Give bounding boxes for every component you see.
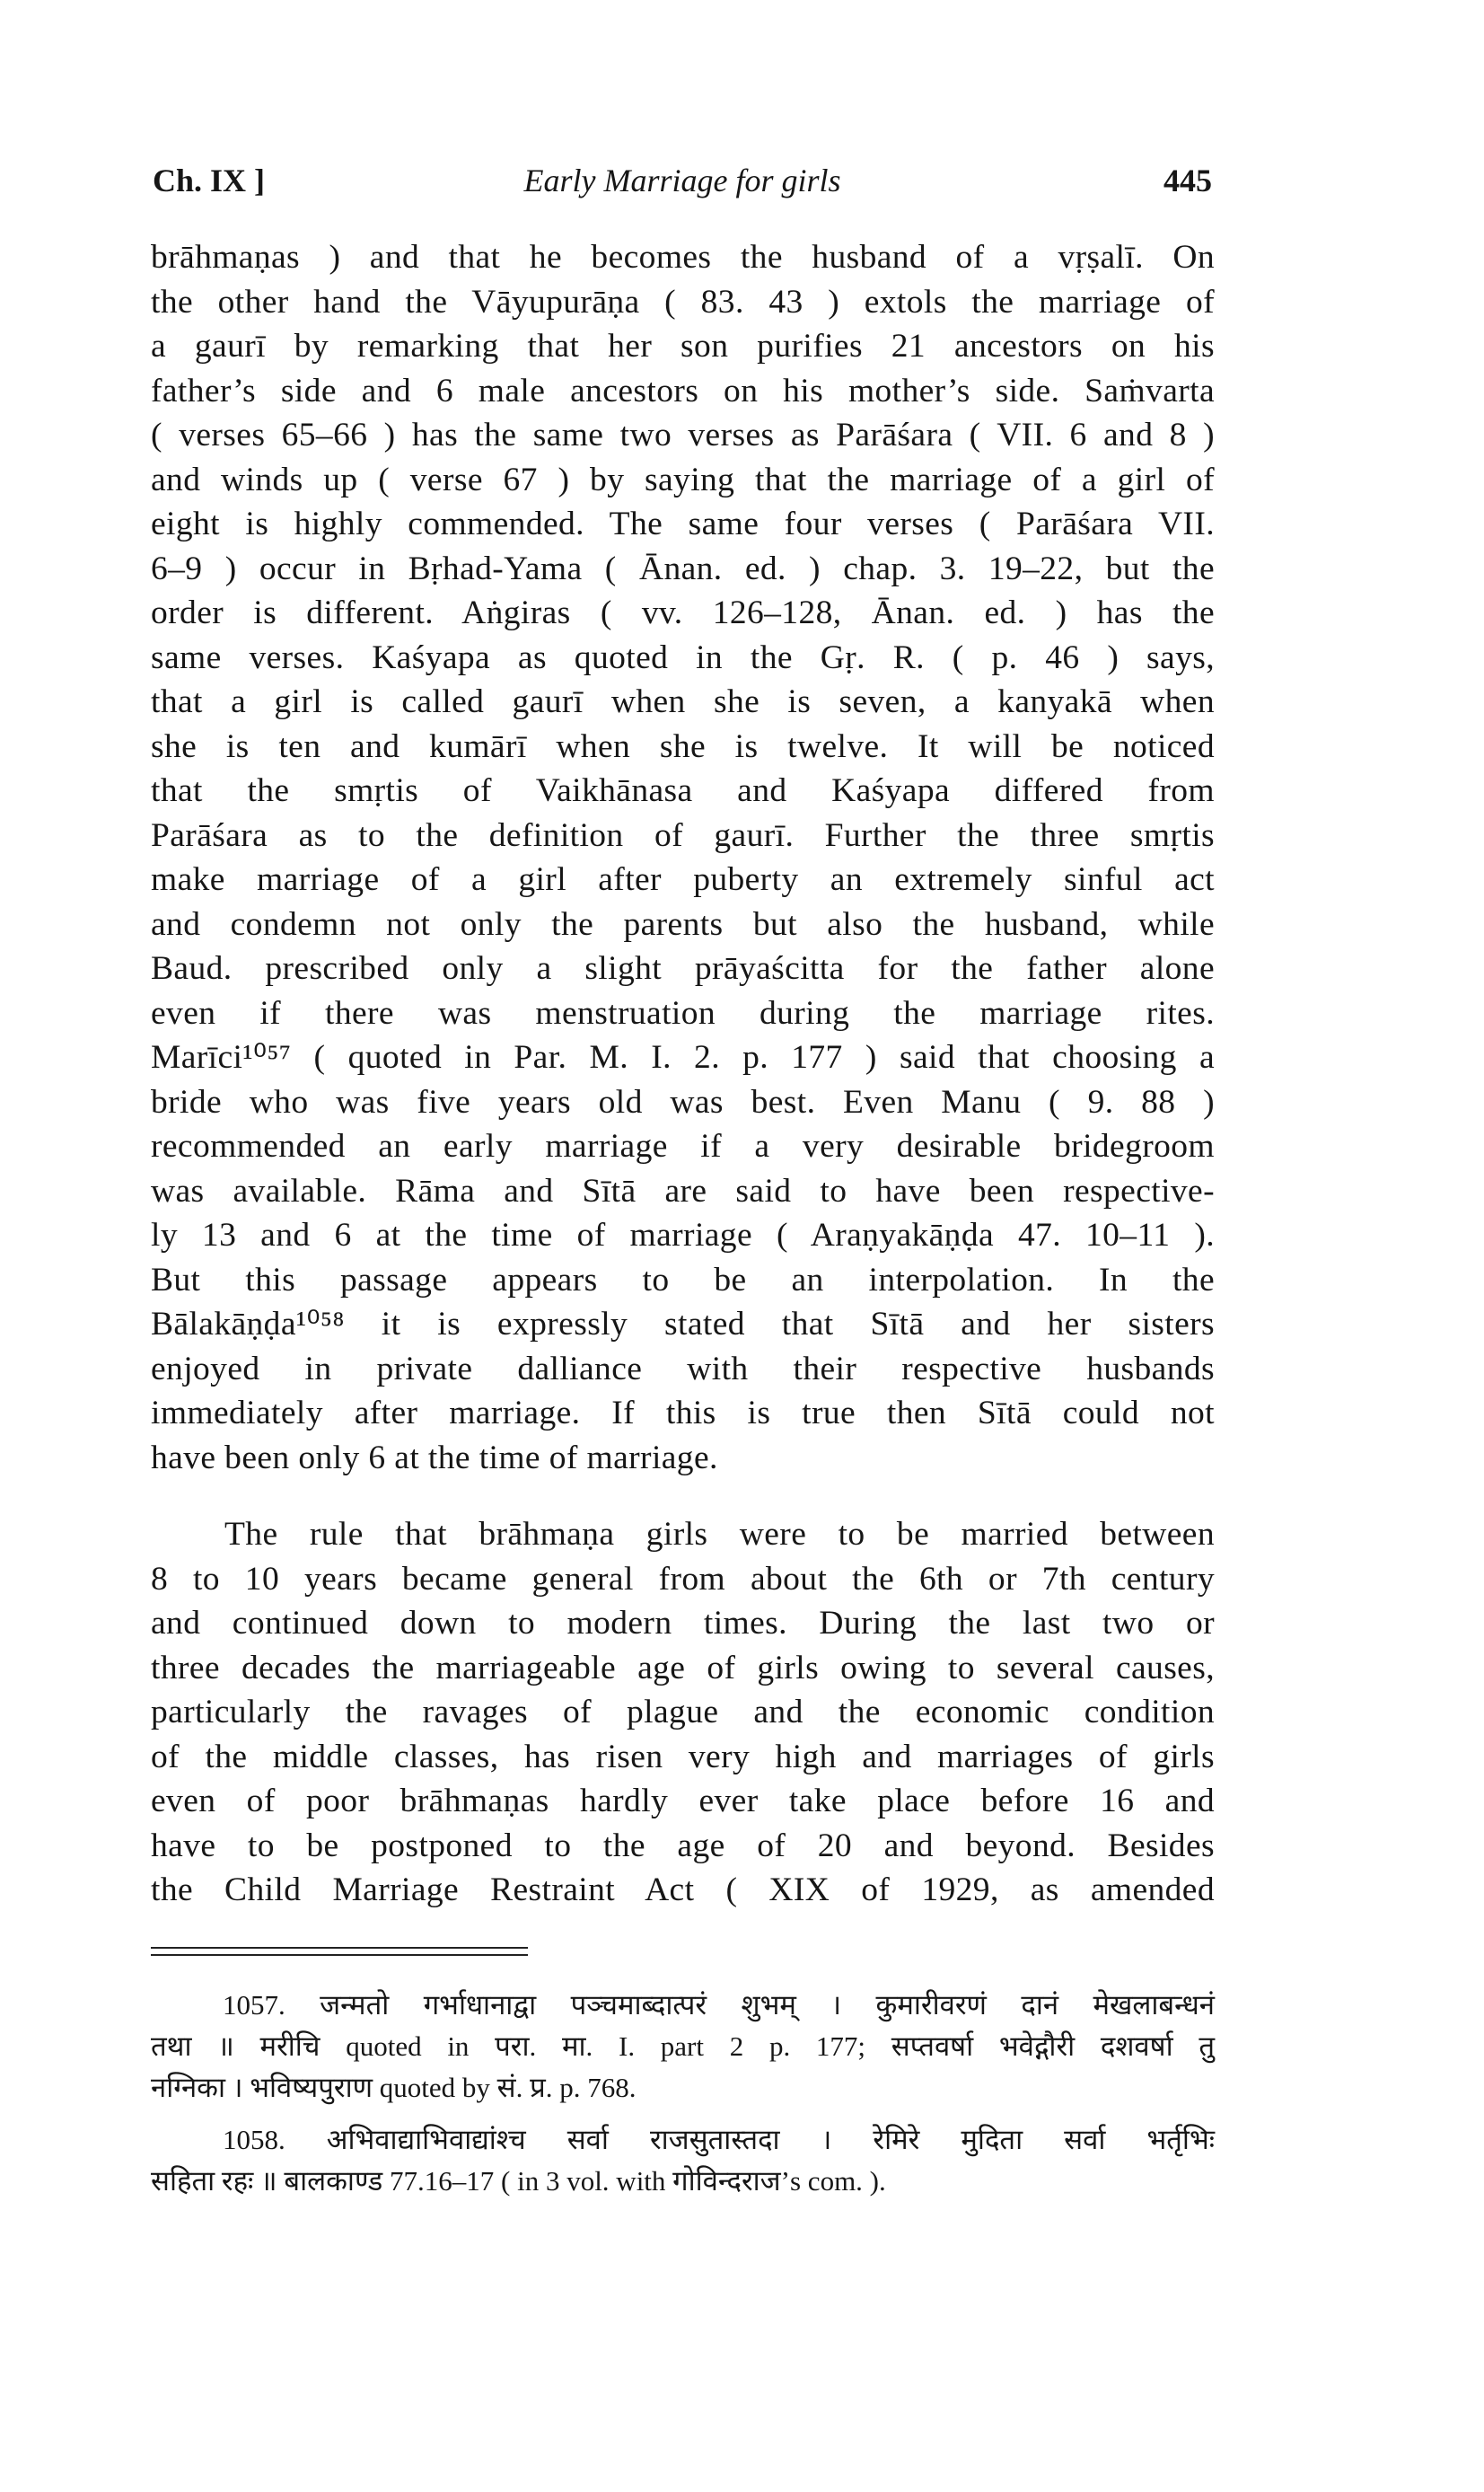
text-line: Bālakāṇḍa¹⁰⁵⁸ it is expressly stated that Sītā and her sisters <box>151 1306 1215 1343</box>
text-line: and winds up ( verse 67 ) by saying that the marriage of a girl of <box>151 461 1215 498</box>
footnote-spacer <box>151 2109 1215 2119</box>
text-line: ly 13 and 6 at the time of marriage ( Araṇyakāṇḍa 47. 10–11 ). <box>151 1217 1215 1254</box>
text-line: father’s side and 6 male ancestors on his mother’s side. Saṁvarta <box>151 372 1215 409</box>
text-line: of the middle classes, has risen very high and marriages of girls <box>151 1738 1215 1775</box>
paragraph-spacer <box>151 1480 1215 1512</box>
footnote-1058 <box>151 2119 1215 2202</box>
text-line: recommended an early marriage if a very desirable bridegroom <box>151 1128 1215 1165</box>
text-line: even if there was menstruation during the marriage rites. <box>151 994 1215 1032</box>
text-line: 8 to 10 years became general from about the 6th or 7th century <box>151 1560 1215 1598</box>
text-line: that the smṛtis of Vaikhānasa and Kaśyapa differed from <box>151 772 1215 809</box>
text-line: Parāśara as to the definition of gaurī. Further the three smṛtis <box>151 816 1215 854</box>
text-line: have to be postponed to the age of 20 and beyond. Besides <box>151 1827 1215 1864</box>
footnotes <box>151 1985 1215 2202</box>
text-line: ( verses 65–66 ) has the same two verses as Parāśara ( VII. 6 and 8 ) <box>151 417 1215 453</box>
text-line: immediately after marriage. If this is true then Sītā could not <box>151 1395 1215 1431</box>
text-line: same verses. Kaśyapa as quoted in the Gṛ. R. ( p. 46 ) says, <box>151 638 1215 676</box>
text-line: was available. Rāma and Sītā are said to have been respective- <box>151 1172 1215 1210</box>
footnote-line: 1057. जन्मतो गर्भाधानाद्वा पञ्चमाब्दात्परं शुभम् । कुमारीवरणं दानं मेखलाबन्धनं <box>223 1989 1215 2021</box>
text-line: and condemn not only the parents but also the husband, while <box>151 905 1215 943</box>
text-line: brāhmaṇas ) and that he becomes the husband of a vṛṣalī. On <box>151 239 1215 276</box>
footnote-line: 1058. अभिवाद्याभिवाद्यांश्च सर्वा राजसुतास्तदा । रेमिरे मुदिता सर्वा भर्तृभिः <box>223 2124 1215 2155</box>
text-line: enjoyed in private dalliance with their respective husbands <box>151 1350 1215 1387</box>
text-line: she is ten and kumārī when she is twelve. It will be noticed <box>151 727 1215 765</box>
text-line: make marriage of a girl after puberty an extremely sinful act <box>151 861 1215 898</box>
running-header <box>153 162 1212 207</box>
text-line: 6–9 ) occur in Bṛhad-Yama ( Ānan. ed. ) chap. 3. 19–22, but the <box>151 550 1215 587</box>
footnote-line: तथा ॥ मरीचि quoted in परा. मा. I. part 2 p. 177; सप्तवर्षा भवेद्गौरी दशवर्षा तु <box>151 2030 1215 2062</box>
text-line: the other hand the Vāyupurāṇa ( 83. 43 ) extols the marriage of <box>151 283 1215 321</box>
text-line: The rule that brāhmaṇa girls were to be married between <box>224 1516 1215 1553</box>
running-title: Early Marriage for girls <box>523 163 841 198</box>
footnote-line: सहिता रहः ॥ बालकाण्ड 77.16–17 ( in 3 vol. with गोविन्दराज’s com. ). <box>151 2165 886 2197</box>
paragraph-1 <box>151 235 1215 1480</box>
text-line: bride who was five years old was best. Even Manu ( 9. 88 ) <box>151 1083 1215 1121</box>
text-line: a gaurī by remarking that her son purifies 21 ancestors on his <box>151 328 1215 365</box>
text-line: that a girl is called gaurī when she is seven, a kanyakā when <box>151 683 1215 720</box>
text-line: particularly the ravages of plague and the economic condition <box>151 1694 1215 1730</box>
text-line: Marīci¹⁰⁵⁷ ( quoted in Par. M. I. 2. p. 177 ) said that choosing a <box>151 1039 1215 1076</box>
text-line: have been only 6 at the time of marriage. <box>151 1439 718 1476</box>
text-line: But this passage appears to be an interpolation. In the <box>151 1261 1215 1299</box>
text-line: and continued down to modern times. During the last two or <box>151 1605 1215 1642</box>
footnote-separator <box>151 1947 528 1956</box>
text-line: eight is highly commended. The same four verses ( Parāśara VII. <box>151 506 1215 542</box>
text-line: even of poor brāhmaṇas hardly ever take place before 16 and <box>151 1783 1215 1819</box>
text-line: three decades the marriageable age of girls owing to several causes, <box>151 1649 1215 1686</box>
chapter-label: Ch. IX ] <box>153 163 266 198</box>
footnote-1057 <box>151 1985 1215 2109</box>
main-text <box>151 235 1215 1913</box>
page-number: 445 <box>1163 163 1212 198</box>
text-line: order is different. Aṅgiras ( vv. 126–128, Ānan. ed. ) has the <box>151 594 1215 631</box>
text-line: the Child Marriage Restraint Act ( XIX of 1929, as amended <box>151 1871 1215 1908</box>
text-line: Baud. prescribed only a slight prāyaścitta for the father alone <box>151 950 1215 987</box>
paragraph-2 <box>151 1512 1215 1913</box>
footnote-line: नग्निका । भविष्यपुराण quoted by सं. प्र. p. 768. <box>151 2072 637 2103</box>
